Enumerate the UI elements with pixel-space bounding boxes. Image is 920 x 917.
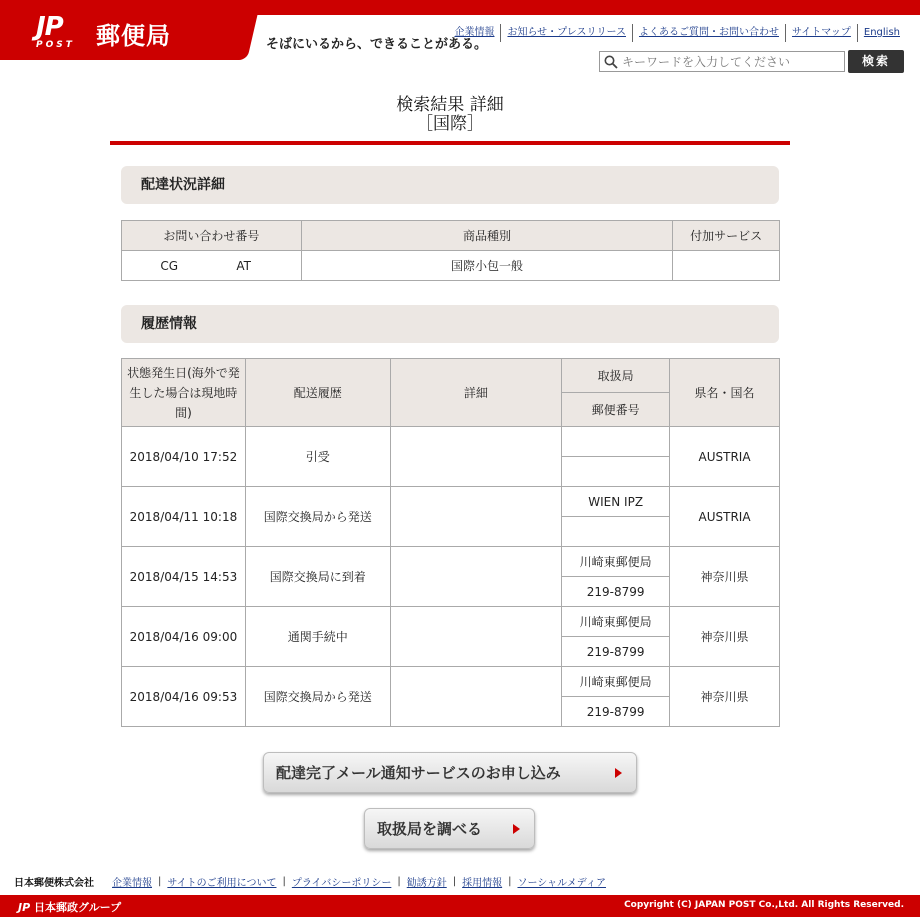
find-office-button[interactable]: [364, 808, 535, 849]
postal-cell: [562, 517, 670, 547]
tracking-number-cell: CG AT: [122, 251, 302, 281]
footer-link-corporate[interactable]: 企業情報: [112, 878, 152, 889]
group-logo: JP 日本郵政グループ: [18, 901, 122, 914]
footer-links: 日本郵便株式会社 企業情報 | サイトのご利用について | プライバシーポリシー | 勧誘方針 | 採用情報 | ソーシャルメディア: [14, 874, 612, 889]
delivery-table: [121, 220, 780, 281]
footer-link-recruit[interactable]: 採用情報: [462, 878, 503, 889]
title-divider: [110, 141, 790, 145]
col-office: 取扱局: [562, 359, 670, 393]
postal-cell: 219-8799: [562, 637, 670, 667]
history-cell: 国際交換局から発送: [245, 487, 390, 547]
region-cell: 神奈川県: [670, 667, 780, 727]
find-office-label: 取扱局を調べる: [377, 820, 483, 838]
footer-link-social[interactable]: ソーシャルメディア: [517, 878, 606, 889]
search-input[interactable]: [622, 55, 832, 69]
arrow-right-icon: [615, 768, 622, 778]
detail-cell: [390, 427, 562, 487]
search-button[interactable]: 検索: [848, 50, 904, 73]
office-cell: [562, 427, 670, 457]
col-additional-service: 付加サービス: [673, 221, 780, 251]
header-links: [448, 24, 906, 42]
link-sitemap[interactable]: サイトマップ: [785, 24, 857, 42]
detail-cell: [390, 487, 562, 547]
region-cell: AUSTRIA: [670, 487, 780, 547]
detail-cell: [390, 607, 562, 667]
link-english[interactable]: English: [857, 24, 906, 42]
table-row: [122, 607, 780, 637]
col-history: 配送履歴: [245, 359, 390, 427]
history-table: [121, 358, 780, 727]
mail-notify-label: 配達完了メール通知サービスのお申し込み: [276, 764, 561, 782]
table-row: [122, 667, 780, 697]
page-title-line2: ［国際］: [416, 114, 484, 134]
col-postal-code: 郵便番号: [562, 393, 670, 427]
office-cell: 川崎東郵便局: [562, 547, 670, 577]
footer-link-solicitation[interactable]: 勧誘方針: [406, 878, 447, 889]
link-news[interactable]: お知らせ・プレスリリース: [500, 24, 632, 42]
table-row: [122, 427, 780, 457]
footer-link-terms[interactable]: サイトのご利用について: [167, 878, 277, 889]
office-cell: 川崎東郵便局: [562, 607, 670, 637]
mail-notify-button[interactable]: [263, 752, 637, 793]
detail-cell: [390, 667, 562, 727]
footer-link-privacy[interactable]: プライバシーポリシー: [291, 878, 392, 889]
office-cell: WIEN IPZ: [562, 487, 670, 517]
history-section-heading: 履歴情報: [121, 305, 779, 343]
col-detail: 詳細: [390, 359, 562, 427]
search-box: [599, 51, 845, 72]
arrow-right-icon: [513, 824, 520, 834]
region-cell: 神奈川県: [670, 607, 780, 667]
magnifier-icon: [604, 55, 618, 69]
product-type-cell: 国際小包一般: [301, 251, 672, 281]
date-cell: 2018/04/11 10:18: [122, 487, 246, 547]
office-cell: 川崎東郵便局: [562, 667, 670, 697]
footer-bar: [0, 895, 920, 917]
history-cell: 国際交換局に到着: [245, 547, 390, 607]
page-title: [110, 96, 790, 134]
jp-post-logo-icon: JP: [18, 901, 31, 914]
postal-cell: 219-8799: [562, 697, 670, 727]
date-cell: 2018/04/10 17:52: [122, 427, 246, 487]
additional-service-cell: [673, 251, 780, 281]
table-row: [122, 487, 780, 517]
region-cell: 神奈川県: [670, 547, 780, 607]
tagline: そばにいるから、できることがある。: [266, 37, 488, 52]
table-row: [122, 547, 780, 577]
col-tracking-number: お問い合わせ番号: [122, 221, 302, 251]
history-cell: 引受: [245, 427, 390, 487]
detail-cell: [390, 547, 562, 607]
history-cell: 通関手続中: [245, 607, 390, 667]
col-date: 状態発生日(海外で発生した場合は現地時間): [122, 359, 246, 427]
postal-cell: 219-8799: [562, 577, 670, 607]
company-name: 日本郵便株式会社: [14, 878, 94, 889]
link-corporate-info[interactable]: 企業情報: [454, 27, 495, 38]
jp-post-logo-icon: JP POST: [36, 12, 75, 50]
logo-name: 郵便局: [96, 22, 171, 50]
col-region: 県名・国名: [670, 359, 780, 427]
postal-cell: [562, 457, 670, 487]
date-cell: 2018/04/16 09:53: [122, 667, 246, 727]
delivery-section-heading: 配達状況詳細: [121, 166, 779, 204]
date-cell: 2018/04/16 09:00: [122, 607, 246, 667]
copyright: Copyright (C) JAPAN POST Co.,Ltd. All Rights Reserved.: [624, 900, 904, 910]
date-cell: 2018/04/15 14:53: [122, 547, 246, 607]
col-product-type: 商品種別: [301, 221, 672, 251]
table-row: [122, 251, 780, 281]
region-cell: AUSTRIA: [670, 427, 780, 487]
logo-area[interactable]: [0, 0, 240, 60]
page-title-line1: 検索結果 詳細: [396, 95, 504, 115]
history-cell: 国際交換局から発送: [245, 667, 390, 727]
link-faq[interactable]: よくあるご質問・お問い合わせ: [632, 24, 785, 42]
